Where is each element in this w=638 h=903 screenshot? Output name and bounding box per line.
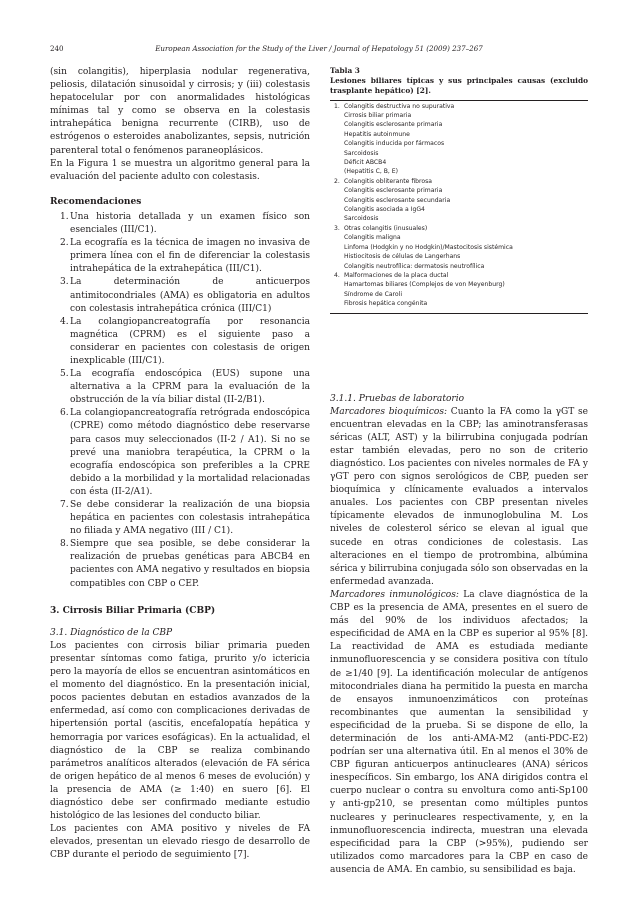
table-3 (330, 66, 588, 314)
item-number: 7. (60, 500, 69, 510)
item-number: 8. (60, 539, 69, 550)
table-group (330, 102, 588, 111)
section-3-heading: 3. Cirrosis Biliar Primaria (CBP) (50, 605, 216, 616)
section-3-1-paragraph-2: Los pacientes con AMA positivo y niveles de FA elevados, presentan un elevado riesgo de desarrollo de CBP durante el periodo de seguimiento [7]. (50, 824, 310, 861)
item-text: Se debe considerar la realización de una biopsia hepática en pacientes con colestasis intrahepática no filiada y AMA negativo (III / C1). (70, 500, 310, 537)
group-label: Malformaciones de la placa ductal (344, 271, 449, 279)
table-item: (Hepatitis C, B, E) (344, 168, 398, 176)
journal-citation: European Association for the Study of the Liver / Journal of Hepatology 51 (2009) 237–267 (155, 44, 483, 53)
table-item: Colangitis inducida por fármacos (344, 140, 445, 148)
running-header (50, 44, 588, 56)
recommendation-item (50, 316, 310, 368)
item-text: La colangiopancreatografía por resonancia magnética (CPRM) es el siguiente paso a considerar en pacientes con colestasis de origen inexplicable (III/C1). (70, 316, 310, 366)
table-item: Colangitis esclerosante primaria (344, 121, 443, 129)
table-title: Lesiones biliares típicas y sus principales causas (excluido trasplante hepático) [2]. (330, 76, 588, 96)
table-item: Cirrosis biliar primaria (344, 112, 412, 120)
item-text: La determinación de anticuerpos antimitocondriales (AMA) es obligatoria en adultos con colestasis intrahepática crónica (III/C1) (70, 277, 310, 314)
recommendations-heading: Recomendaciones (50, 196, 142, 207)
recommendation-item (50, 237, 310, 276)
group-number: 4. (334, 271, 340, 279)
table-group (330, 271, 588, 280)
recommendations-list (50, 211, 310, 591)
recommendation-item (50, 368, 310, 407)
group-number: 2. (334, 177, 340, 185)
table-label: Tabla 3 (330, 66, 360, 75)
table-item: Hepatitis autoinmune (344, 130, 410, 138)
table-group (330, 177, 588, 186)
table-item: Colangitis asociada a IgG4 (344, 206, 425, 214)
item-text: La ecografía es la técnica de imagen no invasiva de primera línea con el fin de diferenciar la colestasis intrahepática de la extrahepática (III/C1). (70, 238, 310, 275)
item-text: Siempre que sea posible, se debe considerar la realización de pruebas genéticas para ABCB4 en pacientes con AMA negativo y resultados en biopsia compatibles con CBP o CEP. (70, 539, 310, 589)
table-item: Sarcoidosis (344, 149, 379, 157)
group-number: 3. (334, 224, 340, 232)
subsection-3-1-1-heading: 3.1.1. Pruebas de laboratorio (330, 393, 465, 404)
recommendation-item (50, 276, 310, 315)
left-column (50, 66, 310, 862)
item-text: Una historia detallada y un examen físico son esenciales (III/C1). (70, 211, 310, 236)
subsection-3-1-heading: 3.1. Diagnóstico de la CBP (50, 627, 173, 638)
right-column (330, 66, 588, 877)
intro-paragraph-2: En la Figura 1 se muestra un algoritmo general para la evaluación del paciente adulto con colestasis. (50, 158, 310, 182)
table-body (330, 101, 588, 313)
item-number: 3. (60, 277, 69, 288)
item-number: 5. (60, 369, 69, 380)
table-item: Colangitis neutrofílica: dermatosis neutrofílica (344, 262, 485, 270)
table-group (330, 224, 588, 233)
recommendation-item (50, 499, 310, 538)
biochemical-markers-paragraph (330, 406, 588, 589)
table-item: Fibrosis hepática congénita (344, 300, 428, 308)
group-number: 1. (334, 102, 340, 110)
item-number: 4. (60, 316, 69, 327)
table-item: Déficit ABCB4 (344, 159, 387, 167)
recommendation-item (50, 407, 310, 499)
item-text: La colangiopancreatografía retrógrada endoscópica (CPRE) como método diagnóstico debe reservarse para casos muy seleccionados (II-2 / A1). Si no se prevé una maniobra terapéutica, la CPRM o la ecografía endoscópica son preferibles a la CPRE debido a la morbilidad y la mortalidad relacionadas con ésta (II-2/A1). (70, 408, 310, 497)
recommendation-item (50, 538, 310, 590)
biochemical-markers-text: Cuanto la FA como la γGT se encuentran elevadas en la CBP; las aminotransferasas séricas (ALT, AST) y la bilirrubina conjugada podrían estar también elevadas, pero no son de criterio diagnóstico. Los pacientes con niveles normales de FA y γGT pero con signos serológicos de CBP, pueden ser bioquímica y clínicamente evaluados a intervalos anuales. Los pacientes con CBP presentan niveles típicamente elevados de inmunoglobulina M. Los niveles de colesterol sérico se elevan al igual que sucede en otras condiciones de colestasis. Las alteraciones en el tiempo de protrombina, albúmina sérica y bilirrubina conjugada sólo son observadas en la enfermedad avanzada. (330, 406, 589, 587)
page-number: 240 (50, 44, 64, 53)
immunological-markers-paragraph (330, 589, 588, 877)
table-item: Sarcoidosis (344, 215, 379, 223)
item-text: La ecografía endoscópica (EUS) supone una alternativa a la CPRM para la evaluación de la obstrucción de la vía biliar distal (II-2/B1). (70, 369, 310, 406)
laboratory-tests-section (330, 393, 588, 877)
table-caption (330, 66, 588, 97)
table-item: Síndrome de Caroli (344, 290, 403, 298)
table-item: Colangitis maligna (344, 234, 401, 242)
immunological-markers-label: Marcadores inmunológicos: (330, 589, 459, 600)
immunological-markers-text: La clave diagnóstica de la CBP es la presencia de AMA, presentes en el suero de más del 90% de los individuos afectados; la especificidad de AMA en la CBP es superior al 95% [8]. La reactividad de AMA es estudiada mediante inmunofluorescencia y se considera positiva con título de ≥1/40 [9]. La identificación molecular de antígenos mitocondriales diana ha permitido la puesta en marcha de ensayos inmunoenzimáticos con proteínas recombinantes que aumentan la sensibilidad y especificidad de la prueba. Si se dispone de ello, la determinación de los anti-AMA-M2 (anti-PDC-E2) podrían ser una alternativa útil. En al menos el 30% de CBP figuran anticuerpos antinucleares (ANA) séricos inespecíficos. Sin embargo, los ANA dirigidos contra el cuerpo nuclear o contra su envoltura como anti-Sp100 y anti-gp210, se presentan como múltiples puntos nucleares y perinucleares respectivamente, y, en la inmunofluorescencia indirecta, muestran una elevada especificidad para la CBP (>95%), pudiendo ser utilizados como marcadores para la CBP en caso de ausencia de AMA. En cambio, su sensibilidad es baja. (330, 589, 588, 875)
table-bottom-rule (330, 313, 588, 314)
biochemical-markers-label: Marcadores bioquímicos: (330, 406, 448, 417)
group-label: Otras colangitis (inusuales) (344, 224, 428, 232)
table-item: Hamartomas biliares (Complejos de von Meyenburg) (344, 281, 505, 289)
table-item: Colangitis esclerosante primaria (344, 187, 443, 195)
recommendation-item (50, 211, 310, 237)
item-number: 2. (60, 238, 69, 249)
table-item: Colangitis esclerosante secundaria (344, 196, 451, 204)
item-number: 1. (60, 211, 69, 222)
intro-paragraph-1: (sin colangitis), hiperplasia nodular regenerativa, peliosis, dilatación sinusoidal y cirrosis; y (iii) colestasis hepatocelular por con anormalidades histológicas mínimas tal y como se observa en la colestasis intrahepática benigna recurrente (CIRB), uso de estrógenos o esteroides anabolizantes, sepsis, nutrición parenteral total o fenómenos paraneoplásicos. (50, 67, 310, 156)
group-label: Colangitis destructiva no supurativa (344, 102, 455, 110)
item-number: 6. (60, 408, 69, 419)
table-item: Linfoma (Hodgkin y no Hodgkin)/Mastocitosis sistémica (344, 243, 513, 251)
section-3-1-paragraph-1: Los pacientes con cirrosis biliar primaria pueden presentar síntomas como fatiga, prurito y/o ictericia pero la mayoría de ellos se encuentran asintomáticos en el momento del diagnóstico. En la presentación inicial, pocos pacientes debutan en estadios avanzados de la enfermedad, así como con complicaciones derivadas de hipertensión portal (ascitis, encefalopatía hepática y hemorragia por varices esofágicas). En la actualidad, el diagnóstico de la CBP se realiza combinando parámetros analíticos alterados (elevación de FA sérica de origen hepático de al menos 6 meses de evolución) y la presencia de AMA (≥ 1:40) en suero [6]. El diagnóstico debe ser confirmado mediante estudio histológico de las lesiones del conducto biliar. (50, 640, 310, 822)
table-item: Histiocitosis de células de Langerhans (344, 253, 461, 261)
group-label: Colangitis obliterante fibrosa (344, 177, 433, 185)
